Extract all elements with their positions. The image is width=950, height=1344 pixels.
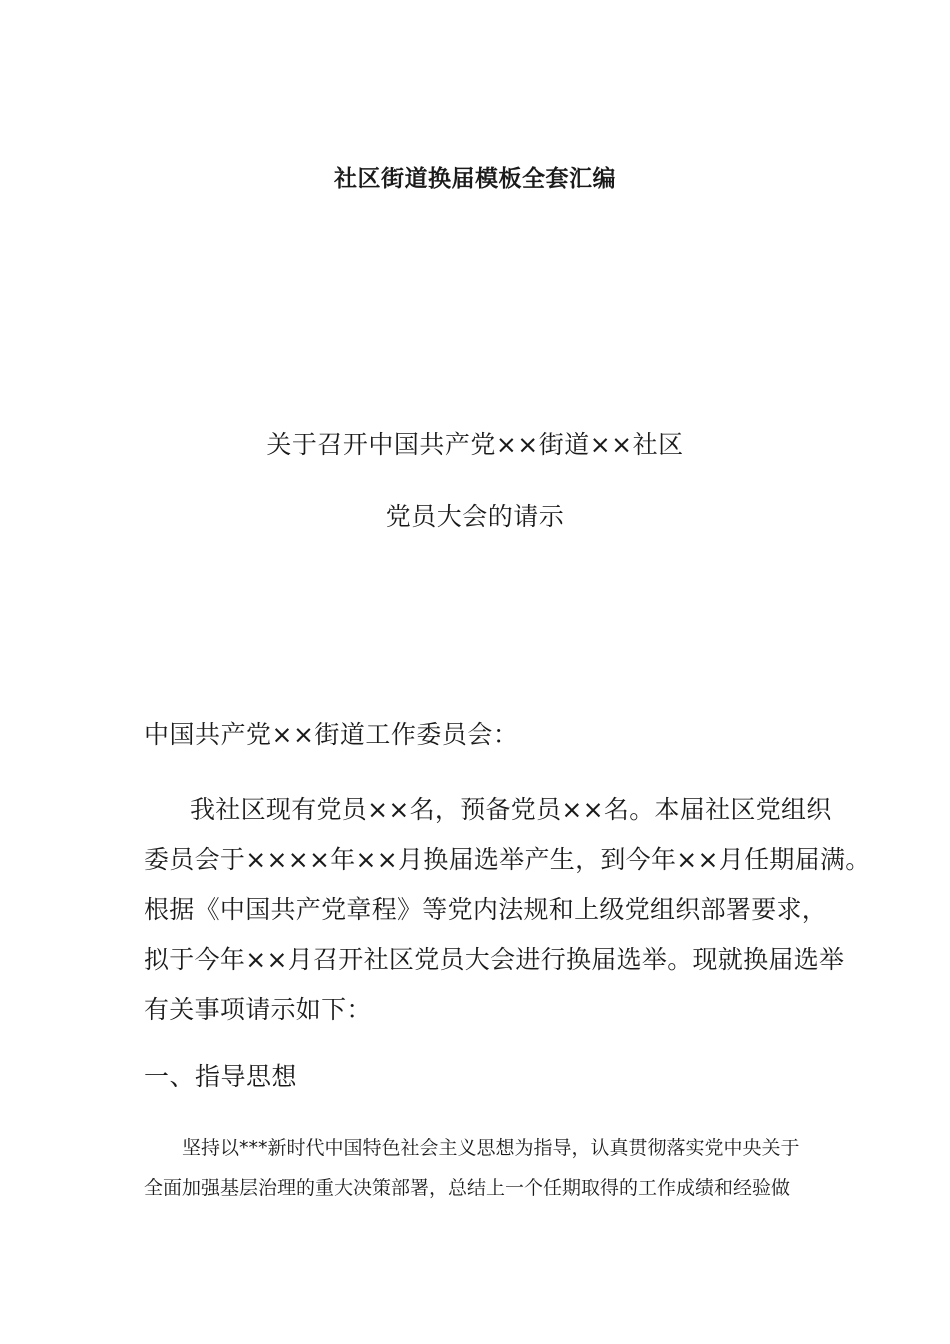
section-heading: 一、指导思想 (144, 1062, 298, 1091)
body-line: 有关事项请示如下： (144, 995, 372, 1024)
body-line: 我社区现有党员××名，预备党员××名。本届社区党组织 (190, 795, 832, 824)
section-paragraph (144, 1128, 814, 1208)
request-title-line-1: 关于召开中国共产党××街道××社区 (266, 430, 684, 459)
body-line: 委员会于××××年××月换届选举产生，到今年××月任期届满。 (144, 845, 871, 874)
request-title-line-2: 党员大会的请示 (385, 502, 565, 531)
section-line: 全面加强基层治理的重大决策部署，总结上一个任期取得的工作成绩和经验做 (144, 1177, 791, 1199)
addressee: 中国共产党××街道工作委员会： (144, 720, 519, 749)
document-title: 社区街道换届模板全套汇编 (334, 166, 616, 192)
section-line: 坚持以***新时代中国特色社会主义思想为指导，认真贯彻落实党中央关于 (182, 1137, 800, 1159)
body-line: 拟于今年××月召开社区党员大会进行换届选举。现就换届选举 (144, 945, 845, 974)
body-paragraph (144, 785, 871, 1035)
body-line: 根据《中国共产党章程》等党内法规和上级党组织部署要求， (144, 895, 828, 924)
